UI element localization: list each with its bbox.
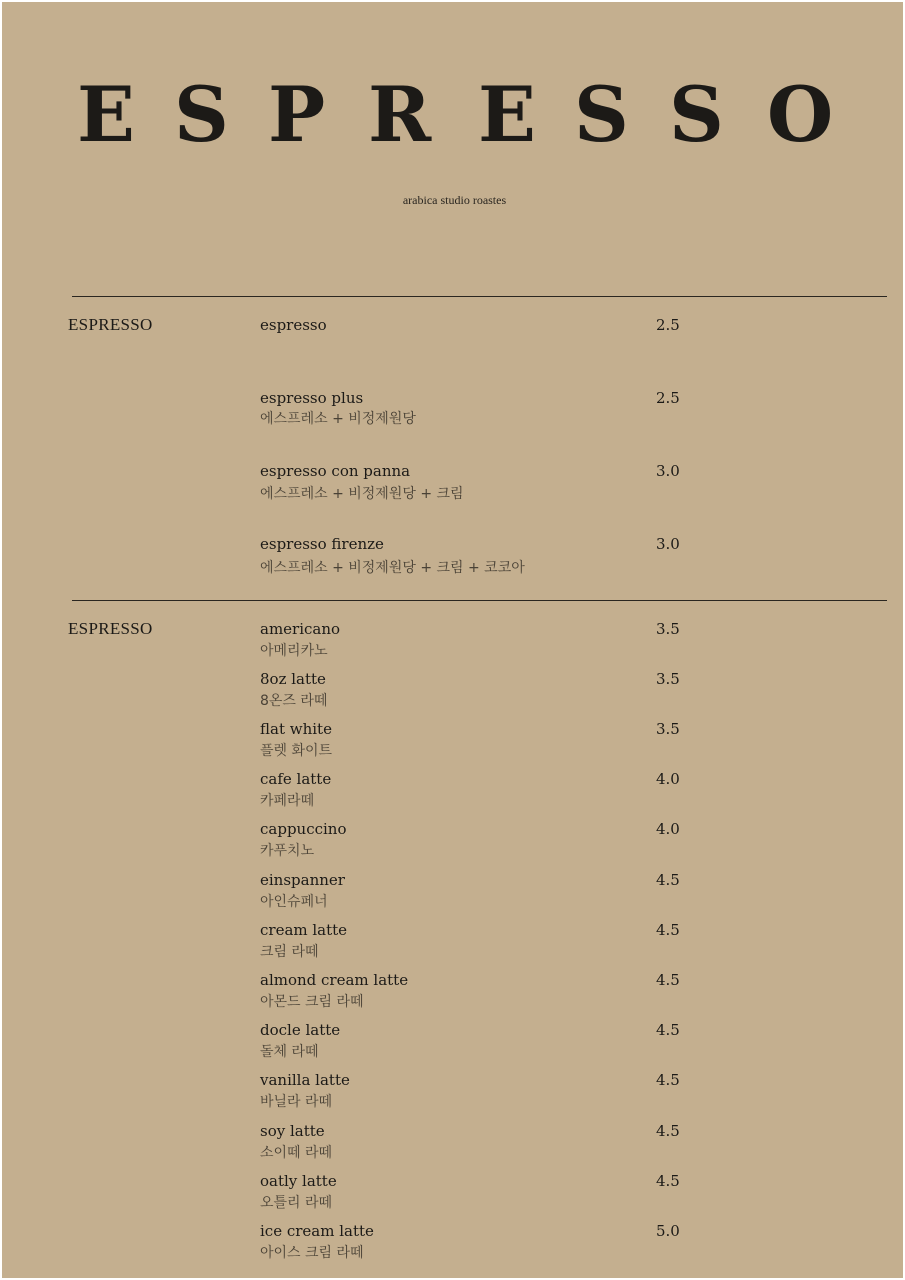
menu-item-desc: 카푸치노 [260,843,315,859]
menu-item-name: cappuccino [260,820,347,838]
menu-item-name: espresso plus [260,389,364,407]
menu-item-desc: 에스프레소 + 비정제원당 + 크림 + 코코아 [260,560,525,576]
menu-item-name: espresso firenze [260,535,384,553]
title-letter: P [268,70,326,159]
menu-item-desc: 아메리카노 [260,643,328,659]
menu-item-desc: 8온즈 라떼 [260,693,328,709]
menu-item-desc: 에스프레소 + 비정제원당 + 크림 [260,486,464,502]
menu-item-desc: 카페라떼 [260,793,315,809]
menu-item-name: 8oz latte [260,670,326,688]
menu-item-name: almond cream latte [260,971,409,989]
menu-subtitle: arabica studio roastes [402,193,507,207]
menu-item-desc: 소이떼 라떼 [260,1145,333,1161]
menu-item-desc: 바닐라 라떼 [260,1094,333,1110]
menu-item-price: 3.5 [656,670,680,688]
title-letter: S [174,70,229,159]
menu-item-price: 4.5 [656,1172,680,1190]
menu-item-desc: 돌체 라떼 [260,1044,319,1060]
menu-item-price: 3.5 [656,720,680,738]
menu-item-name: docle latte [260,1021,341,1039]
title-letter: S [669,70,724,159]
menu-item-desc: 아인슈페너 [260,894,328,910]
menu-item-price: 2.5 [656,316,680,334]
menu-item-desc: 아이스 크림 라떼 [260,1245,364,1261]
menu-item-desc: 에스프레소 + 비정제원당 [260,411,416,427]
menu-item-name: espresso [260,316,327,334]
menu-item-price: 3.0 [656,535,680,553]
menu-item-desc: 오틀리 라떼 [260,1195,333,1211]
menu-item-price: 4.5 [656,1071,680,1089]
title-letter: E [478,70,536,159]
section-label: ESPRESSO [68,315,153,334]
menu-item-price: 4.5 [656,1021,680,1039]
menu-item-desc: 아몬드 크림 라떼 [260,994,364,1010]
menu-item-price: 4.0 [656,770,680,788]
menu-item-desc: 플렛 화이트 [260,743,333,759]
menu-item-name: einspanner [260,871,345,889]
menu-item-price: 4.5 [656,971,680,989]
section-divider [72,296,887,297]
title-letter: S [574,70,629,159]
title-letter: O [767,70,834,159]
menu-item-name: oatly latte [260,1172,337,1190]
menu-item-name: ice cream latte [260,1222,374,1240]
menu-item-price: 5.0 [656,1222,680,1240]
menu-item-price: 4.0 [656,820,680,838]
menu-item-price: 3.5 [656,620,680,638]
menu-item-name: flat white [260,720,332,738]
menu-item-desc: 크림 라떼 [260,944,319,960]
menu-item-price: 3.0 [656,462,680,480]
menu-item-price: 4.5 [656,1122,680,1140]
title-letter: R [368,70,432,159]
menu-item-price: 4.5 [656,921,680,939]
title-letter: E [77,70,135,159]
menu-item-name: espresso con panna [260,462,411,480]
menu-item-name: americano [260,620,341,638]
section-divider [72,600,887,601]
menu-item-price: 4.5 [656,871,680,889]
menu-item-name: soy latte [260,1122,325,1140]
menu-item-name: cream latte [260,921,348,939]
menu-item-name: vanilla latte [260,1071,350,1089]
section-label: ESPRESSO [68,619,153,638]
menu-item-price: 2.5 [656,389,680,407]
menu-item-name: cafe latte [260,770,332,788]
menu-page [2,2,903,1278]
